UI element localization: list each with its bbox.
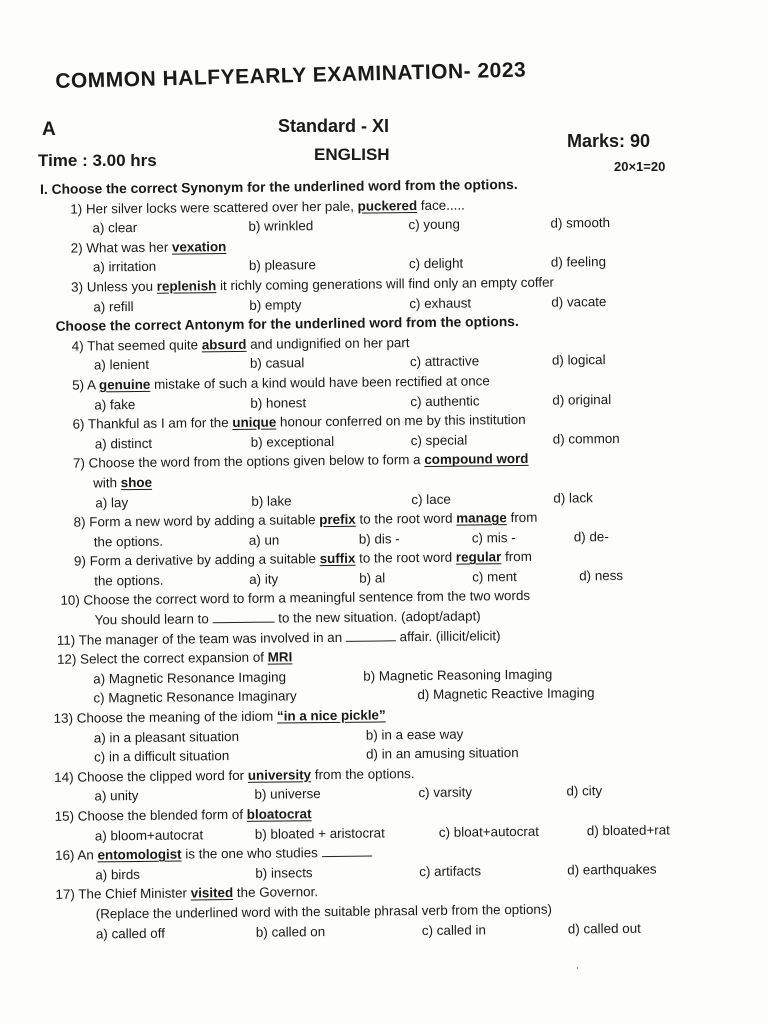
underlined-word: puckered (357, 197, 418, 214)
option-c: c) young (408, 216, 460, 233)
question-number: 11) (56, 632, 76, 648)
option-d: d) original (552, 391, 612, 408)
option-d: d) ness (579, 567, 624, 584)
option-a: a) in a pleasant situation (93, 728, 240, 746)
option-d: d) earthquakes (567, 861, 657, 878)
option-b: b) in a ease way (365, 726, 464, 743)
option-d: d) Magnetic Reactive Imaging (417, 685, 595, 703)
option-d: d) smooth (550, 215, 611, 231)
question-text: Choose the meaning of the idiom (76, 708, 274, 726)
question-text: it richly coming generations will find only an empty coffer (219, 274, 555, 294)
set-code: A (42, 119, 56, 140)
underlined-word: replenish (156, 278, 217, 294)
option-b: b) Magnetic Reasoning Imaging (363, 666, 553, 684)
question-text: mistake of such a kind would have been rectified at once (153, 373, 490, 392)
question-number: 1) (70, 201, 83, 217)
option-c: c) attractive (409, 353, 480, 370)
question-text: Choose the word from the options given below to form a (88, 452, 421, 471)
question-instruction: (Replace the underlined word with the suitable phrasal verb from the options) (95, 901, 553, 922)
underlined-word: regular (455, 549, 502, 565)
question-text: A (86, 377, 96, 393)
question-text: is the one who studies (185, 845, 318, 862)
question-number: 10) (60, 593, 80, 609)
underlined-word: visited (190, 885, 234, 901)
question-list (40, 173, 708, 944)
option-a: a) clear (92, 220, 138, 236)
option-d: d) lack (553, 489, 593, 506)
option-b: b) bloated + aristocrat (254, 825, 385, 842)
option-c: c) special (410, 432, 468, 448)
underlined-word: MRI (267, 649, 293, 665)
question-text: Select the correct expansion of (80, 649, 265, 667)
option-b: b) pleasure (248, 257, 316, 274)
option-b: b) lake (251, 492, 292, 509)
option-a: a) lenient (93, 357, 150, 373)
option-b: b) insects (255, 864, 313, 881)
question-text: You should learn to (94, 611, 209, 628)
underlined-word: vexation (171, 238, 227, 255)
option-a: a) fake (94, 396, 136, 412)
option-c: c) in a difficult situation (93, 748, 230, 765)
question-number: 13) (53, 710, 74, 726)
answer-blank (346, 628, 396, 642)
option-d: d) de- (573, 528, 609, 545)
exam-title: COMMON HALFYEARLY EXAMINATION- 2023 (55, 58, 527, 93)
question-text: That seemed quite (87, 337, 199, 354)
question-text: Thankful as I am for the (87, 415, 229, 432)
option-c: c) varsity (418, 784, 473, 801)
question-number: 12) (56, 651, 77, 668)
option-a: a) ity (249, 571, 279, 587)
question-text: Choose the correct word to form a meaningful sentence from the two words (83, 588, 531, 609)
question-text: Form a derivative by adding a suitable (89, 551, 316, 569)
option-b: b) casual (249, 355, 305, 372)
option-b: b) honest (250, 394, 307, 411)
option-a: a) lay (95, 494, 129, 510)
question-text: and undignified on her part (250, 334, 410, 352)
scan-speck: ˙ (576, 965, 580, 979)
option-d: d) city (566, 783, 603, 799)
marks-label: Marks: 90 (567, 131, 651, 151)
underlined-word: bloatocrat (246, 806, 312, 822)
option-c: c) Magnetic Resonance Imaginary (93, 688, 297, 706)
option-c: c) artifacts (419, 863, 482, 879)
option-a: a) irritation (92, 259, 157, 275)
question-text: Form a new word by adding a suitable (89, 512, 316, 530)
option-d: d) in an amusing situation (365, 745, 519, 762)
underlined-word: unique (232, 414, 277, 431)
question-text: to the new situation. (adopt/adapt) (278, 608, 481, 626)
underlined-word: shoe (120, 474, 153, 491)
underlined-word: prefix (319, 511, 356, 528)
question-text: the options. (93, 533, 164, 550)
question-text: from (510, 509, 538, 526)
option-a: a) birds (95, 866, 141, 883)
option-a: a) Magnetic Resonance Imaging (93, 669, 287, 687)
option-d: d) vacate (551, 293, 607, 310)
option-c: c) called in (421, 921, 486, 938)
question-number: 16) (54, 847, 75, 864)
question-text: to the root word (359, 549, 453, 566)
underlined-word: suffix (319, 550, 356, 567)
question-number: 9) (73, 553, 86, 569)
question-text: affair. (illicit/elicit) (399, 627, 501, 644)
option-a: a) distinct (94, 435, 153, 452)
option-c: c) delight (408, 255, 464, 272)
underlined-word: manage (456, 510, 507, 526)
question-text: honour conferred on me by this institution (279, 412, 526, 430)
option-c: c) ment (472, 568, 517, 585)
option-d: d) logical (551, 352, 606, 368)
option-a: a) un (248, 532, 280, 548)
underlined-word: genuine (98, 376, 151, 393)
option-c: c) bloat+autocrat (438, 823, 540, 840)
question-number: 8) (73, 514, 86, 530)
underlined-word: absurd (201, 336, 247, 353)
question-number: 15) (54, 808, 75, 824)
question-number: 2) (70, 240, 83, 256)
option-b: b) exceptional (250, 433, 335, 450)
subject-label: ENGLISH (314, 145, 390, 164)
question-text: Choose the clipped word for (77, 767, 245, 785)
option-d: d) feeling (550, 254, 607, 271)
marks-split: 20×1=20 (614, 159, 666, 174)
option-c: c) lace (411, 491, 451, 507)
option-d: d) called out (567, 920, 641, 937)
section-synonym: I. Choose the correct Synonym for the underlined word from the options. (40, 176, 518, 197)
question-text: The manager of the team was involved in an (78, 629, 343, 648)
option-a: a) refill (93, 298, 134, 315)
underlined-word: compound word (424, 451, 529, 468)
question-text: the Governor. (236, 884, 319, 901)
question-text: the options. (94, 572, 164, 589)
option-c: c) mis - (471, 529, 516, 546)
option-b: b) called on (255, 923, 326, 940)
standard-label: Standard - XI (278, 116, 390, 136)
section-antonym: Choose the correct Antonym for the underlined word from the options. (55, 314, 519, 335)
option-b: b) dis - (358, 530, 400, 547)
option-b: b) universe (254, 786, 321, 803)
question-number: 14) (54, 769, 74, 785)
answer-blank (212, 610, 274, 624)
question-number: 3) (71, 279, 84, 295)
question-number: 4) (71, 338, 84, 354)
underlined-word: entomologist (97, 846, 182, 863)
question-text: from the options. (314, 765, 415, 782)
question-number: 5) (72, 377, 85, 393)
question-text: What was her (86, 239, 169, 256)
underlined-idiom: “in a nice pickle” (276, 707, 386, 724)
question-text: to the root word (359, 510, 453, 527)
question-text: The Chief Minister (78, 885, 188, 903)
question-number: 17) (55, 887, 75, 903)
option-c: c) exhaust (409, 295, 472, 311)
question-number: 7) (72, 455, 85, 471)
option-a: a) unity (94, 788, 139, 804)
question-text: with (93, 475, 118, 491)
question-text: Her silver locks were scattered over her pale, (85, 198, 354, 217)
question-text: Unless you (86, 278, 154, 295)
option-a: a) bloom+autocrat (94, 826, 204, 844)
option-d: d) bloated+rat (586, 822, 670, 838)
option-b: b) wrinkled (248, 218, 314, 235)
question-text: Choose the blended form of (77, 806, 244, 824)
option-c: c) authentic (410, 392, 480, 409)
option-a: a) called off (95, 925, 165, 942)
answer-blank (321, 844, 371, 858)
option-d: d) common (552, 430, 620, 447)
question-text: from (504, 549, 532, 565)
question-number: 6) (72, 416, 85, 432)
time-label: Time : 3.00 hrs (38, 151, 157, 170)
underlined-word: university (247, 767, 312, 783)
option-b: b) empty (249, 296, 302, 313)
question-text: face..... (420, 197, 465, 213)
question-text: An (77, 847, 94, 863)
option-b: b) al (359, 570, 386, 586)
